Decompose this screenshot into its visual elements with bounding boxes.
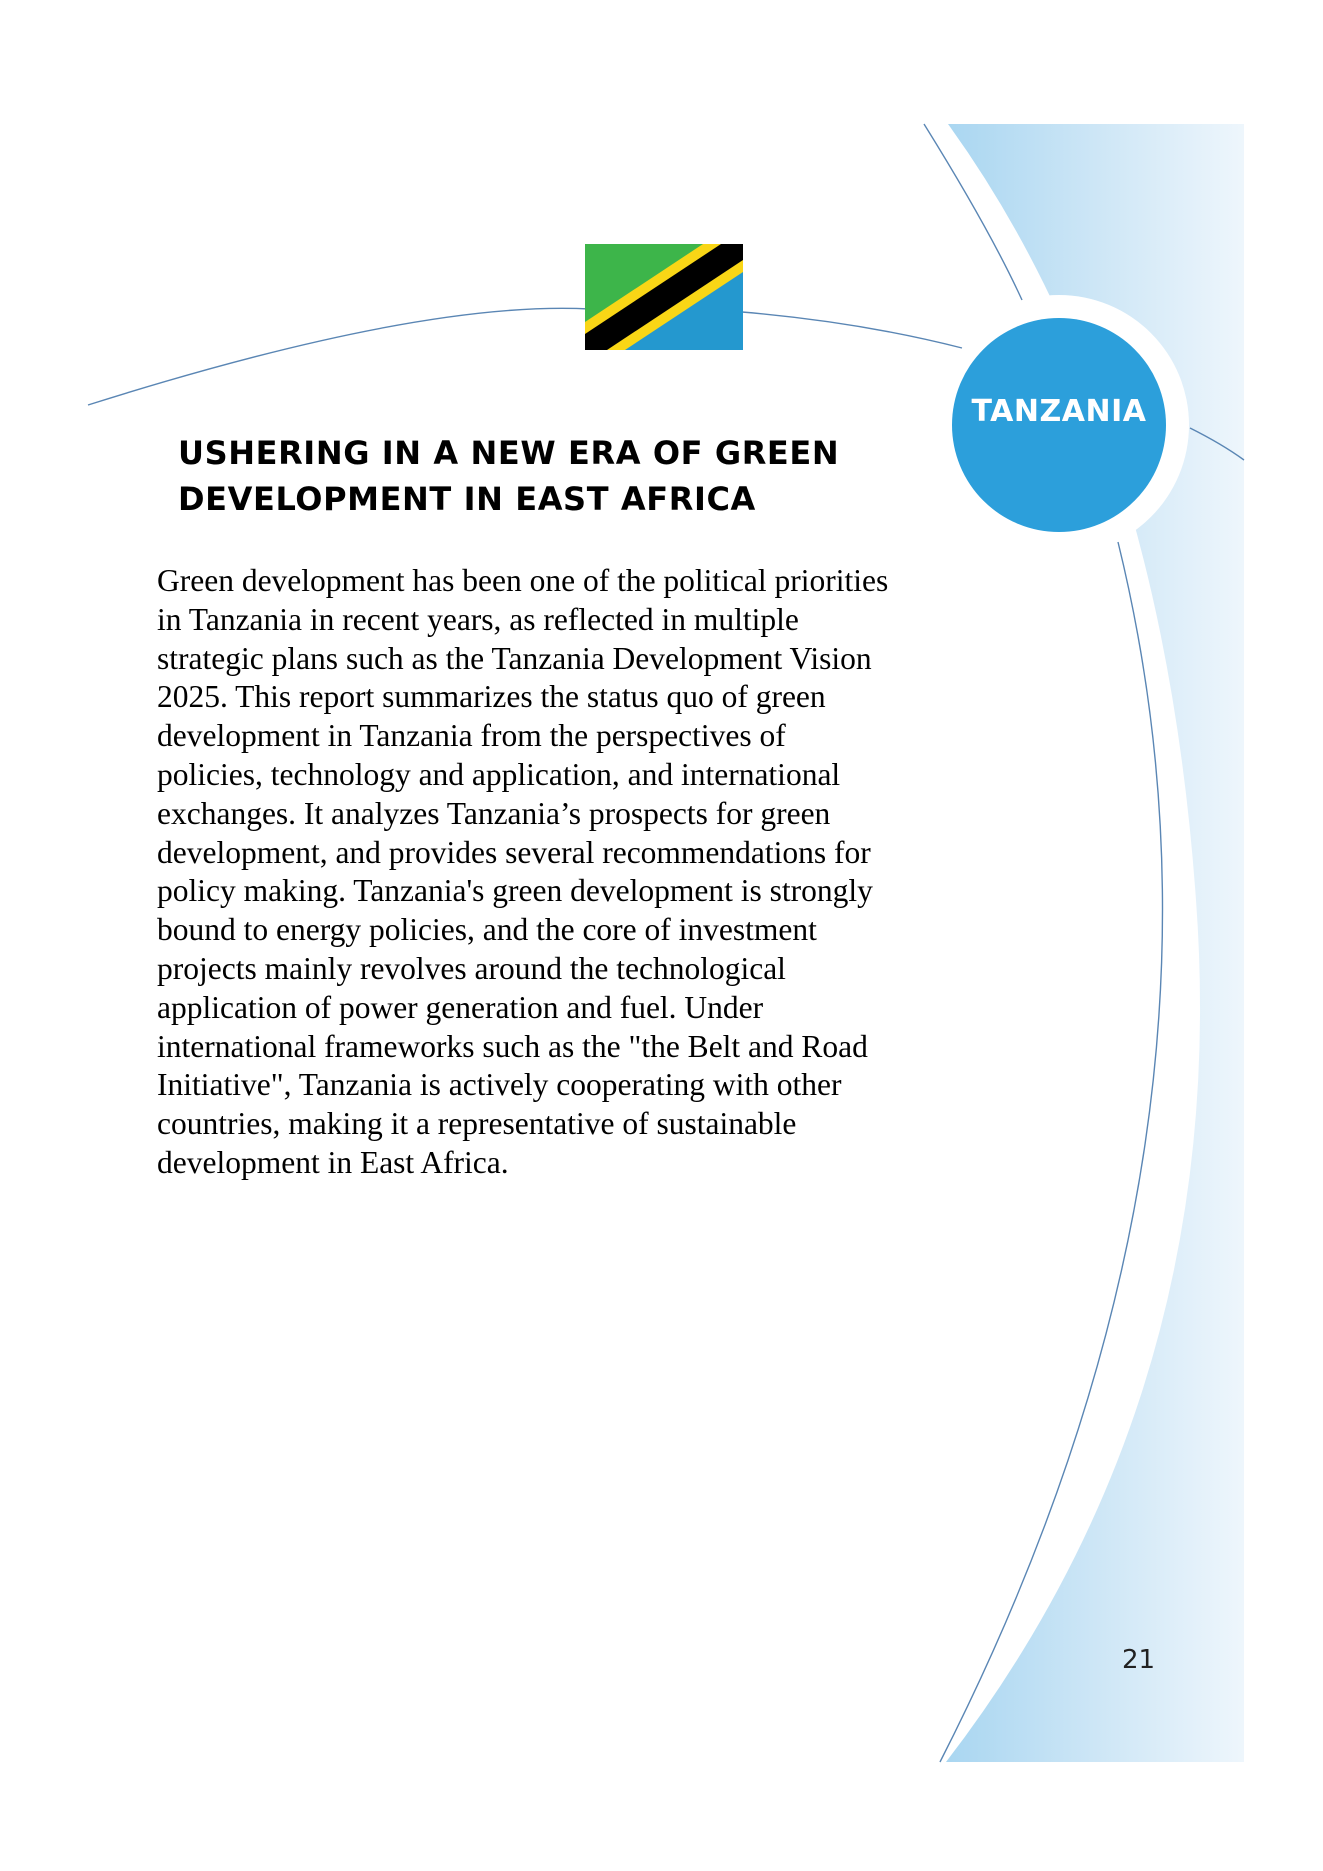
body-line: countries, making it a representative of sustainable bbox=[157, 1106, 797, 1142]
body-line: projects mainly revolves around the technological bbox=[157, 950, 786, 986]
body-line: development in Tanzania from the perspectives of bbox=[157, 718, 786, 754]
body-line: development, and provides several recommendations for bbox=[157, 834, 871, 870]
body-line: 2025. This report summarizes the status quo of green bbox=[157, 679, 826, 715]
body-line: application of power generation and fuel. Under bbox=[157, 989, 764, 1025]
body-line: policies, technology and application, and international bbox=[157, 756, 841, 792]
body-line: policy making. Tanzania's green development is strongly bbox=[157, 873, 873, 909]
heading-line: USHERING IN A NEW ERA OF GREEN bbox=[178, 434, 840, 472]
body-line: exchanges. It analyzes Tanzania’s prospects for green bbox=[157, 795, 831, 831]
tanzania-flag-icon bbox=[585, 244, 743, 350]
country-badge bbox=[952, 318, 1166, 532]
body-line: Green development has been one of the political priorities bbox=[157, 563, 889, 598]
horizontal-arc-line bbox=[88, 308, 590, 405]
body-line: Initiative", Tanzania is actively cooperating with other bbox=[157, 1067, 842, 1103]
page-number: 21 bbox=[1122, 1645, 1156, 1675]
body-line: development in East Africa. bbox=[157, 1144, 509, 1180]
body-line: in Tanzania in recent years, as reflected in multiple bbox=[157, 601, 799, 637]
body-line: bound to energy policies, and the core of investment bbox=[157, 912, 817, 948]
horizontal-arc-line-right bbox=[742, 312, 962, 348]
country-badge-label: TANZANIA bbox=[971, 393, 1147, 429]
body-line: international frameworks such as the "the Belt and Road bbox=[157, 1028, 868, 1064]
body-paragraph bbox=[157, 562, 1027, 1183]
body-line: strategic plans such as the Tanzania Development Vision bbox=[157, 640, 872, 676]
page-heading bbox=[178, 430, 938, 522]
heading-line: DEVELOPMENT IN EAST AFRICA bbox=[178, 480, 756, 518]
